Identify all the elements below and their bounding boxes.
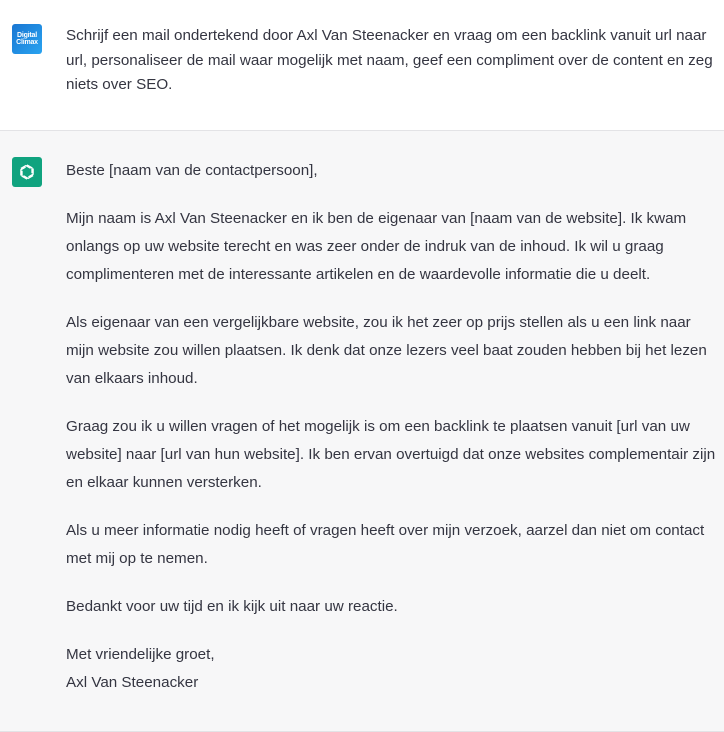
user-message-text	[66, 24, 724, 130]
avatar-logo-line-2: Climax	[16, 39, 38, 46]
user-prompt: Schrijf een mail ondertekend door Axl Van Steenacker en vraag om een backlink vanuit url naar url, personaliseer de mail waar mogelijk met naam, geef een compliment over de content en zeg niets over SEO.	[66, 27, 713, 93]
email-paragraph-request: Als eigenaar van een vergelijkbare website, zou ik het zeer op prijs stellen als u een link naar mijn website zou willen plaatsen. Ik denk dat onze lezers veel baat zouden hebben bij het lezen van elkaars inhoud.	[66, 314, 707, 387]
email-paragraph-contact: Als u meer informatie nodig heeft of vragen heeft over mijn verzoek, aarzel dan niet om contact met mij op te nemen.	[66, 522, 705, 567]
user-message	[0, 0, 724, 131]
assistant-message-text	[66, 157, 724, 731]
assistant-avatar	[12, 157, 42, 187]
email-greeting: Beste [naam van de contactpersoon],	[66, 162, 318, 179]
openai-logo-icon	[17, 162, 37, 182]
email-closing: Met vriendelijke groet,	[66, 646, 215, 663]
email-paragraph-backlink: Graag zou ik u willen vragen of het mogelijk is om een backlink te plaatsen vanuit [url van uw website] naar [url van hun website]. Ik ben ervan overtuigd dat onze websites complementair zijn en elkaar kunnen versterken.	[66, 418, 716, 491]
email-signature: Axl Van Steenacker	[66, 674, 199, 691]
email-paragraph-thanks: Bedankt voor uw tijd en ik kijk uit naar uw reactie.	[66, 598, 398, 615]
assistant-message	[0, 131, 724, 732]
email-paragraph-intro: Mijn naam is Axl Van Steenacker en ik ben de eigenaar van [naam van de website]. Ik kwam onlangs op uw website terecht en was zeer onder de indruk van de inhoud. Ik wil u graag complimenteren met de interessante artikelen en de waardevolle informatie die u deelt.	[66, 210, 687, 283]
email-signoff	[66, 641, 716, 697]
user-avatar	[12, 24, 42, 54]
avatar-logo-line-1: Digital	[17, 32, 37, 39]
